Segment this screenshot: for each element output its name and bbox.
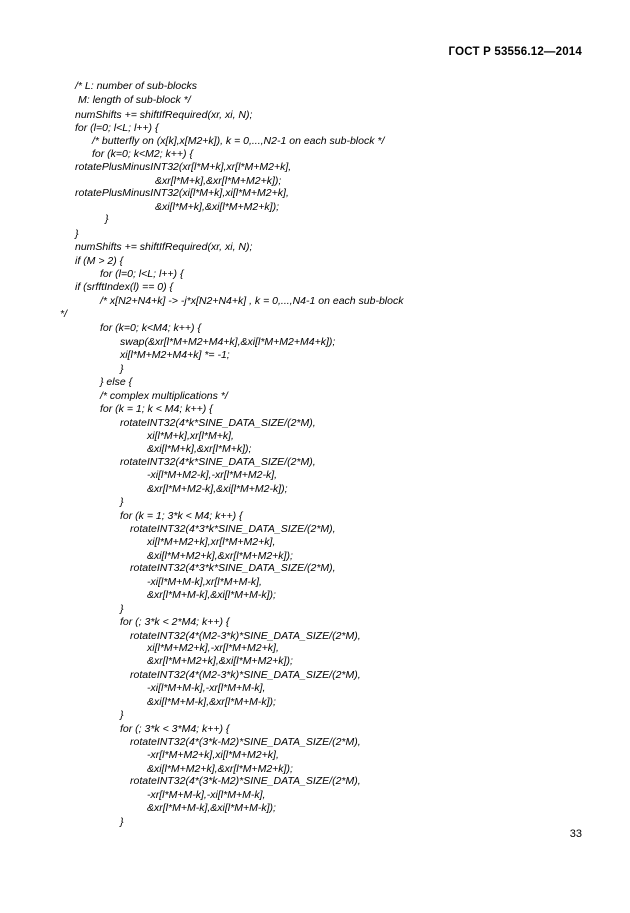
- code-line: -xi[l*M+M2-k],-xr[l*M+M2-k],: [147, 469, 278, 481]
- document-standard-header: ГОСТ Р 53556.12—2014: [448, 46, 582, 58]
- code-line: rotateINT32(4*k*SINE_DATA_SIZE/(2*M),: [120, 456, 316, 468]
- code-line: /* L: number of sub-blocks: [75, 80, 197, 92]
- code-line: for (l=0; l<L; l++) {: [100, 268, 184, 280]
- code-line: &xr[l*M+M2+k],&xi[l*M+M2+k]);: [147, 655, 293, 667]
- code-line: numShifts += shiftIfRequired(xr, xi, N);: [75, 109, 253, 121]
- code-line: rotateINT32(4*(M2-3*k)*SINE_DATA_SIZE/(2*M),: [130, 630, 361, 642]
- code-line: rotateINT32(4*k*SINE_DATA_SIZE/(2*M),: [120, 417, 316, 429]
- code-line: rotatePlusMinusINT32(xi[l*M+k],xi[l*M+M2+k],: [75, 187, 289, 199]
- code-line: } else {: [100, 376, 133, 388]
- code-line: /* x[N2+N4+k] -> -j*x[N2+N4+k] , k = 0,...,N4-1 on each sub-block: [100, 295, 404, 307]
- code-line: numShifts += shiftIfRequired(xr, xi, N);: [75, 241, 253, 253]
- page-number: 33: [569, 828, 582, 840]
- code-line: }: [120, 363, 124, 375]
- code-line: &xi[l*M+M2+k],&xr[l*M+M2+k]);: [147, 763, 293, 775]
- code-line: }: [105, 213, 109, 225]
- code-line: for (k = 1; 3*k < M4; k++) {: [120, 510, 243, 522]
- code-line: for (k = 1; k < M4; k++) {: [100, 403, 213, 415]
- code-line: M: length of sub-block */: [78, 94, 191, 106]
- code-line: rotateINT32(4*(M2-3*k)*SINE_DATA_SIZE/(2*M),: [130, 669, 361, 681]
- code-line: for (l=0; l<L; l++) {: [75, 122, 159, 134]
- code-line: &xr[l*M+M-k],&xi[l*M+M-k]);: [147, 802, 276, 814]
- code-line: rotateINT32(4*(3*k-M2)*SINE_DATA_SIZE/(2*M),: [130, 736, 361, 748]
- code-line: -xr[l*M+M-k],-xi[l*M+M-k],: [147, 789, 266, 801]
- code-line: */: [60, 308, 68, 320]
- code-line: &xi[l*M+M2+k],&xr[l*M+M2+k]);: [147, 550, 293, 562]
- code-line: }: [120, 709, 124, 721]
- code-line: &xr[l*M+k],&xr[l*M+M2+k]);: [155, 175, 282, 187]
- code-line: }: [75, 228, 79, 240]
- code-line: /* complex multiplications */: [100, 390, 228, 402]
- code-line: for (; 3*k < 2*M4; k++) {: [120, 616, 230, 628]
- code-line: rotatePlusMinusINT32(xr[l*M+k],xr[l*M+M2+k],: [75, 161, 292, 173]
- code-line: }: [120, 603, 124, 615]
- code-line: -xi[l*M+M-k],xr[l*M+M-k],: [147, 576, 262, 588]
- code-line: for (k=0; k<M2; k++) {: [92, 148, 193, 160]
- code-line: xi[l*M+k],xr[l*M+k],: [147, 430, 234, 442]
- code-line: if (srfftIndex(l) == 0) {: [75, 281, 174, 293]
- code-line: xi[l*M+M2+k],-xr[l*M+M2+k],: [147, 642, 279, 654]
- code-line: rotateINT32(4*3*k*SINE_DATA_SIZE/(2*M),: [130, 562, 336, 574]
- code-line: for (; 3*k < 3*M4; k++) {: [120, 723, 230, 735]
- code-line: if (M > 2) {: [75, 255, 124, 267]
- code-line: &xi[l*M+M-k],&xr[l*M+M-k]);: [147, 696, 276, 708]
- code-line: xi[l*M+M2+M4+k] *= -1;: [120, 349, 230, 361]
- code-line: for (k=0; k<M4; k++) {: [100, 322, 201, 334]
- code-line: &xr[l*M+M-k],&xi[l*M+M-k]);: [147, 589, 276, 601]
- code-line: &xi[l*M+k],&xr[l*M+k]);: [147, 443, 252, 455]
- code-line: /* butterfly on (x[k],x[M2+k]), k = 0,...,N2-1 on each sub-block */: [92, 135, 385, 147]
- code-line: rotateINT32(4*3*k*SINE_DATA_SIZE/(2*M),: [130, 523, 336, 535]
- code-line: &xr[l*M+M2-k],&xi[l*M+M2-k]);: [147, 483, 288, 495]
- code-line: swap(&xr[l*M+M2+M4+k],&xi[l*M+M2+M4+k]);: [120, 336, 336, 348]
- code-line: -xi[l*M+M-k],-xr[l*M+M-k],: [147, 682, 266, 694]
- code-line: }: [120, 816, 124, 828]
- code-line: xi[l*M+M2+k],xr[l*M+M2+k],: [147, 536, 276, 548]
- code-line: rotateINT32(4*(3*k-M2)*SINE_DATA_SIZE/(2*M),: [130, 775, 361, 787]
- code-line: }: [120, 496, 124, 508]
- code-line: -xr[l*M+M2+k],xi[l*M+M2+k],: [147, 749, 279, 761]
- code-line: &xi[l*M+k],&xi[l*M+M2+k]);: [155, 201, 279, 213]
